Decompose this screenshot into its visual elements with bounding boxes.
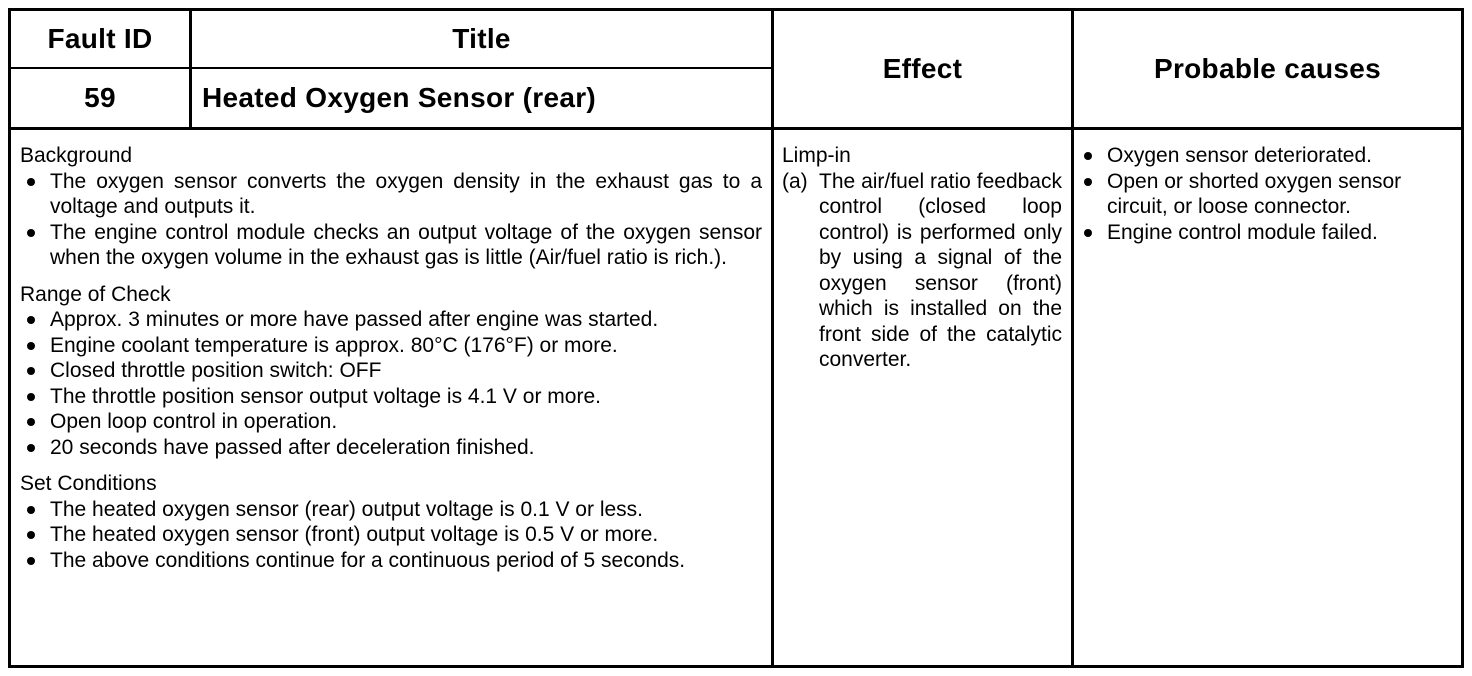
range-item: Approx. 3 minutes or more have passed after engine was started.	[20, 307, 762, 333]
condition-item: The heated oxygen sensor (front) output voltage is 0.5 V or more.	[20, 522, 762, 548]
description-cell	[20, 143, 762, 584]
fault-id-value: 59	[84, 82, 116, 113]
cause-item: Engine control module failed.	[1077, 220, 1455, 246]
effect-item-tag: (a)	[782, 169, 808, 193]
background-heading: Background	[20, 144, 133, 167]
background-item: The oxygen sensor converts the oxygen density in the exhaust gas to a voltage and outputs it.	[20, 169, 762, 220]
effect-item-text: The air/fuel ratio feedback control (closed loop control) is performed only by using a signal of the oxygen sensor (front) which is installed on the front side of the catalytic converter.	[819, 169, 1062, 371]
cause-item: Open or shorted oxygen sensor circuit, or loose connector.	[1077, 169, 1455, 220]
range-item: The throttle position sensor output voltage is 4.1 V or more.	[20, 384, 762, 410]
effect-item	[782, 169, 1062, 373]
background-section	[20, 143, 762, 271]
causes-cell	[1077, 143, 1455, 245]
set-conditions-section	[20, 471, 762, 573]
background-item: The engine control module checks an output voltage of the oxygen sensor when the oxygen volume in the exhaust gas is little (Air/fuel ratio is rich.).	[20, 220, 762, 271]
range-of-check-section	[20, 282, 762, 461]
effect-cell	[782, 143, 1062, 373]
condition-item: The heated oxygen sensor (rear) output voltage is 0.1 V or less.	[20, 497, 762, 523]
title-value: Heated Oxygen Sensor (rear)	[202, 82, 597, 113]
effect-heading: Limp-in	[782, 144, 851, 167]
fault-table	[8, 8, 1464, 668]
range-item: Engine coolant temperature is approx. 80°C (176°F) or more.	[20, 333, 762, 359]
causes-header: Probable causes	[1153, 53, 1382, 84]
range-of-check-heading: Range of Check	[20, 282, 171, 306]
range-item: Closed throttle position switch: OFF	[20, 358, 762, 384]
range-item: 20 seconds have passed after deceleration finished.	[20, 435, 762, 461]
condition-item: The above conditions continue for a continuous period of 5 seconds.	[20, 548, 762, 574]
range-item: Open loop control in operation.	[20, 409, 762, 435]
set-conditions-heading: Set Conditions	[20, 472, 157, 495]
fault-id-header: Fault ID	[47, 23, 153, 54]
title-header: Title	[452, 23, 511, 54]
effect-header: Effect	[882, 53, 963, 84]
divider-header-body	[11, 127, 1461, 130]
cause-item: Oxygen sensor deteriorated.	[1077, 143, 1455, 169]
